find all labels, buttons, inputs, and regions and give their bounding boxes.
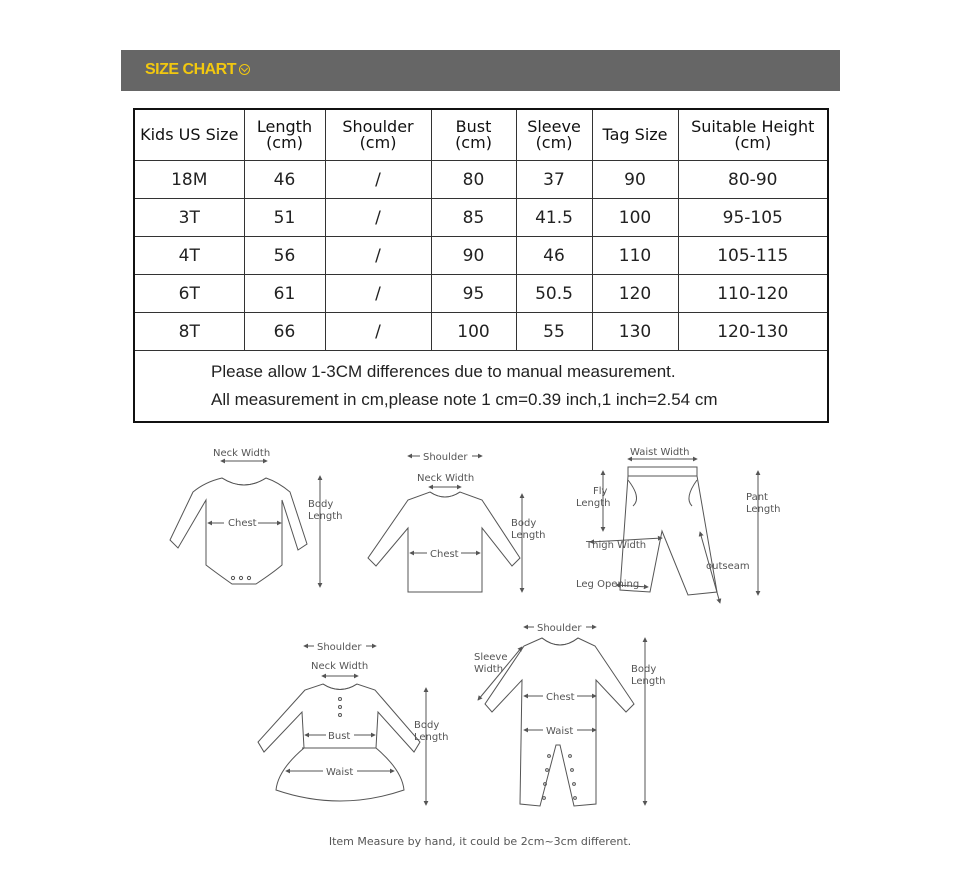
table-header-row <box>134 109 828 161</box>
cell-sleeve: 37 <box>516 161 592 199</box>
cell-tag-size: 110 <box>592 237 678 275</box>
label-body: Body <box>511 518 537 529</box>
header-kids-us-size: Kids US Size <box>134 109 244 161</box>
label-chest: Chest <box>228 518 257 529</box>
cell-sleeve: 46 <box>516 237 592 275</box>
cell-shoulder: / <box>325 199 431 237</box>
measurement-notes <box>134 351 828 423</box>
label-pant: Pant <box>746 492 768 503</box>
cell-height: 120-130 <box>678 313 828 351</box>
header-tag-size: Tag Size <box>592 109 678 161</box>
cell-bust: 90 <box>431 237 516 275</box>
cell-tag-size: 100 <box>592 199 678 237</box>
label-thigh-width: Thigh Width <box>586 540 647 551</box>
cell-tag-size: 90 <box>592 161 678 199</box>
cell-size: 6T <box>134 275 244 313</box>
label-neck-width: Neck Width <box>311 661 369 672</box>
cell-shoulder: / <box>325 275 431 313</box>
cell-bust: 80 <box>431 161 516 199</box>
cell-height: 95-105 <box>678 199 828 237</box>
note-conversion: All measurement in cm,please note 1 cm=0.39 inch,1 inch=2.54 cm <box>211 390 718 409</box>
cell-length: 66 <box>244 313 325 351</box>
cell-length: 51 <box>244 199 325 237</box>
table-notes-row <box>134 351 828 423</box>
header-sleeve: Sleeve (cm) <box>516 109 592 161</box>
header-length: Length (cm) <box>244 109 325 161</box>
label-sleeve-width: Width <box>474 664 504 675</box>
label-body: Body <box>308 499 334 510</box>
cell-sleeve: 50.5 <box>516 275 592 313</box>
label-chest: Chest <box>546 692 575 703</box>
label-fly: Fly <box>593 486 608 497</box>
label-waist: Waist <box>546 726 574 737</box>
size-table <box>133 108 829 423</box>
header-suitable-height: Suitable Height (cm) <box>678 109 828 161</box>
cell-size: 3T <box>134 199 244 237</box>
cell-bust: 85 <box>431 199 516 237</box>
cell-length: 46 <box>244 161 325 199</box>
label-length: Length <box>414 732 449 743</box>
cell-tag-size: 130 <box>592 313 678 351</box>
chevron-down-circle-icon[interactable] <box>239 64 250 75</box>
label-shoulder: Shoulder <box>423 452 468 463</box>
label-pant-length: Length <box>746 504 781 515</box>
cell-bust: 100 <box>431 313 516 351</box>
footer-note: Item Measure by hand, it could be 2cm~3cm different. <box>328 835 632 848</box>
cell-size: 8T <box>134 313 244 351</box>
table-row <box>134 199 828 237</box>
cell-shoulder: / <box>325 161 431 199</box>
label-neck-width: Neck Width <box>417 473 475 484</box>
cell-length: 56 <box>244 237 325 275</box>
label-leg-opening: Leg Opening <box>576 579 640 590</box>
label-fly-length: Length <box>576 498 611 509</box>
size-chart-header <box>121 50 840 91</box>
table-row <box>134 275 828 313</box>
cell-size: 18M <box>134 161 244 199</box>
label-outseam: outseam <box>706 561 750 572</box>
cell-tag-size: 120 <box>592 275 678 313</box>
table-row <box>134 313 828 351</box>
cell-shoulder: / <box>325 237 431 275</box>
cell-sleeve: 55 <box>516 313 592 351</box>
label-shoulder: Shoulder <box>537 623 582 634</box>
label-shoulder: Shoulder <box>317 642 362 653</box>
measurement-diagrams <box>0 430 960 830</box>
label-length: Length <box>631 676 666 687</box>
cell-sleeve: 41.5 <box>516 199 592 237</box>
cell-height: 110-120 <box>678 275 828 313</box>
header-shoulder: Shoulder (cm) <box>325 109 431 161</box>
table-row <box>134 237 828 275</box>
cell-size: 4T <box>134 237 244 275</box>
table-row <box>134 161 828 199</box>
label-body: Body <box>414 720 440 731</box>
header-bust: Bust (cm) <box>431 109 516 161</box>
cell-bust: 95 <box>431 275 516 313</box>
cell-shoulder: / <box>325 313 431 351</box>
label-body: Body <box>631 664 657 675</box>
cell-height: 80-90 <box>678 161 828 199</box>
cell-length: 61 <box>244 275 325 313</box>
label-neck-width: Neck Width <box>213 448 271 459</box>
label-sleeve: Sleeve <box>474 652 508 663</box>
size-chart-title: SIZE CHART <box>145 61 236 78</box>
label-length: Length <box>511 530 546 541</box>
label-chest: Chest <box>430 549 459 560</box>
label-bust: Bust <box>328 731 351 742</box>
note-differences: Please allow 1-3CM differences due to manual measurement. <box>211 362 676 381</box>
label-waist: Waist <box>326 767 354 778</box>
cell-height: 105-115 <box>678 237 828 275</box>
label-length: Length <box>308 511 343 522</box>
label-waist-width: Waist Width <box>630 447 690 458</box>
